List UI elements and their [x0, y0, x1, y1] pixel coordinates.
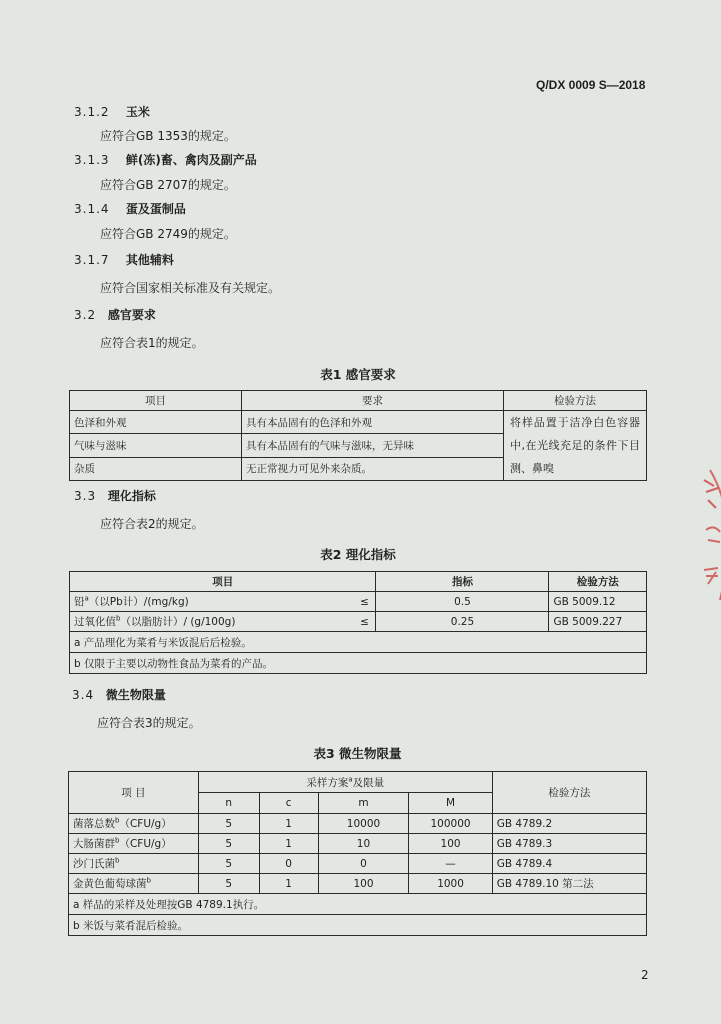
table3-M: 1000 — [409, 874, 492, 894]
item-name: 菌落总数 — [73, 818, 115, 830]
section-3-1-7-body: 应符合国家相关标准及有关规定。 — [100, 281, 281, 295]
footnote-mark: b — [146, 876, 151, 885]
red-seal-stamp — [700, 460, 721, 610]
table3-note: a 样品的采样及处理按GB 4789.1执行。 — [69, 894, 647, 915]
item-name: 过氧化值 — [74, 616, 116, 628]
item-unit: （CFU/g） — [119, 818, 172, 830]
table3-M: 100000 — [409, 814, 492, 834]
table3-M: 100 — [409, 834, 492, 854]
table3-note-row — [69, 915, 647, 936]
table3-subheader-c: c — [259, 793, 318, 814]
table3-subheader-m: m — [318, 793, 409, 814]
section-3-1-2-heading — [74, 103, 150, 120]
table3-caption: 表3 微生物限量 — [313, 746, 402, 761]
plan-label-suffix: 及限量 — [352, 776, 385, 789]
table1-req: 具有本品固有的色泽和外观 — [242, 411, 504, 434]
table3-header-plan — [198, 772, 492, 793]
table2 — [69, 571, 647, 674]
section-number: 3.2 — [74, 308, 97, 322]
section-number: 3.1.3 — [74, 153, 110, 167]
table2-note: b 仅限于主要以动物性食品为菜肴的产品。 — [70, 653, 647, 674]
section-3-4-heading — [72, 686, 166, 703]
section-title: 鲜(冻)畜、禽肉及副产品 — [125, 153, 257, 167]
footnote-mark: b — [115, 836, 120, 845]
section-3-1-2-body: 应符合GB 1353的规定。 — [100, 129, 236, 143]
table3-c: 1 — [259, 874, 318, 894]
table1-item: 色泽和外观 — [70, 411, 242, 434]
table1-header-row — [70, 391, 647, 411]
table3-item — [69, 834, 199, 854]
table3 — [68, 771, 647, 936]
section-title: 微生物限量 — [105, 688, 166, 702]
section-title: 感官要求 — [107, 308, 156, 322]
table2-note-row — [70, 632, 647, 653]
table-row — [69, 874, 647, 894]
table1-header-req: 要求 — [242, 391, 504, 411]
le-symbol: ≤ — [353, 612, 376, 632]
table2-header-row — [70, 572, 647, 592]
table-row — [69, 814, 647, 834]
table3-c: 0 — [259, 854, 318, 874]
table2-value: 0.5 — [376, 592, 549, 612]
le-symbol: ≤ — [353, 592, 376, 612]
item-name: 沙门氏菌 — [73, 858, 115, 870]
table2-item — [70, 592, 354, 612]
plan-label: 采样方案 — [306, 776, 349, 789]
table-row — [69, 834, 647, 854]
table3-item — [69, 874, 199, 894]
table1-caption: 表1 感官要求 — [320, 367, 396, 382]
table-row — [70, 612, 647, 632]
table3-method: GB 4789.4 — [492, 854, 646, 874]
section-number: 3.1.7 — [74, 253, 110, 267]
table2-header-method: 检验方法 — [549, 572, 647, 592]
table3-header-row — [69, 772, 647, 793]
section-3-1-7-heading — [74, 251, 174, 268]
table1-item: 杂质 — [70, 457, 242, 480]
table3-subheader-n: n — [198, 793, 259, 814]
item-unit: （CFU/g） — [119, 838, 172, 850]
section-3-1-4-heading — [74, 200, 186, 217]
table2-header-item: 项目 — [70, 572, 376, 592]
section-3-3-heading — [74, 487, 156, 504]
table3-note-row — [69, 894, 647, 915]
table3-n: 5 — [198, 834, 259, 854]
table3-method: GB 4789.3 — [492, 834, 646, 854]
table3-n: 5 — [198, 874, 259, 894]
table3-header-method: 检验方法 — [492, 772, 646, 814]
section-number: 3.3 — [74, 489, 97, 503]
table3-header-item: 项 目 — [69, 772, 199, 814]
item-name: 金黄色葡萄球菌 — [73, 878, 147, 890]
table2-method: GB 5009.227 — [549, 612, 647, 632]
table3-m: 100 — [318, 874, 409, 894]
table2-caption: 表2 理化指标 — [320, 547, 396, 562]
section-title: 玉米 — [125, 105, 150, 119]
table1-req: 无正常视力可见外来杂质。 — [242, 457, 504, 480]
table2-note-row — [70, 653, 647, 674]
table3-item — [69, 814, 199, 834]
table1-method: 将样品置于洁净白色容器中,在光线充足的条件下目测、鼻嗅 — [504, 411, 647, 481]
table2-header-value: 指标 — [376, 572, 549, 592]
table-row — [70, 411, 647, 434]
section-title: 理化指标 — [107, 489, 156, 503]
table1 — [69, 390, 647, 481]
table-row — [69, 854, 647, 874]
table3-c: 1 — [259, 834, 318, 854]
table3-m: 0 — [318, 854, 409, 874]
table1-header-item: 项目 — [70, 391, 242, 411]
table3-c: 1 — [259, 814, 318, 834]
item-unit: （以Pb计）/(mg/kg) — [88, 596, 189, 608]
table2-note: a 产品理化为菜肴与米饭混后后检验。 — [70, 632, 647, 653]
table3-n: 5 — [198, 814, 259, 834]
table2-value: 0.25 — [376, 612, 549, 632]
item-name: 大肠菌群 — [73, 838, 115, 850]
table1-item: 气味与滋味 — [70, 434, 242, 457]
table-row — [70, 592, 647, 612]
table3-subheader-M: M — [409, 793, 492, 814]
table3-method: GB 4789.2 — [492, 814, 646, 834]
section-number: 3.4 — [72, 688, 95, 702]
section-3-1-3-body: 应符合GB 2707的规定。 — [100, 178, 236, 192]
table2-item — [70, 612, 354, 632]
footnote-mark: b — [115, 816, 120, 825]
standard-number: Q/DX 0009 S—2018 — [536, 78, 646, 92]
table3-note: b 米饭与菜肴混后检验。 — [69, 915, 647, 936]
footnote-mark: a — [84, 594, 89, 603]
section-3-2-body: 应符合表1的规定。 — [100, 336, 204, 350]
section-title: 蛋及蛋制品 — [125, 202, 186, 216]
footnote-mark: a — [348, 775, 353, 783]
table2-method: GB 5009.12 — [549, 592, 647, 612]
section-3-3-body: 应符合表2的规定。 — [100, 517, 204, 531]
table3-M: — — [409, 854, 492, 874]
table1-header-method: 检验方法 — [504, 391, 647, 411]
footnote-mark: b — [116, 614, 121, 623]
table3-method: GB 4789.10 第二法 — [492, 874, 646, 894]
footnote-mark: b — [115, 856, 120, 865]
section-title: 其他辅料 — [125, 253, 174, 267]
item-name: 铅 — [74, 596, 85, 608]
section-3-2-heading — [74, 306, 156, 323]
section-3-1-3-heading — [74, 151, 257, 168]
table3-n: 5 — [198, 854, 259, 874]
table3-m: 10000 — [318, 814, 409, 834]
section-3-4-body: 应符合表3的规定。 — [97, 716, 201, 730]
section-number: 3.1.4 — [74, 202, 110, 216]
table3-item — [69, 854, 199, 874]
table1-req: 具有本品固有的气味与滋味，无异味 — [242, 434, 504, 457]
section-number: 3.1.2 — [74, 105, 110, 119]
section-3-1-4-body: 应符合GB 2749的规定。 — [100, 227, 236, 241]
item-unit: （以脂肪计）/ (g/100g) — [120, 616, 236, 628]
table3-m: 10 — [318, 834, 409, 854]
page-number: 2 — [641, 968, 649, 982]
